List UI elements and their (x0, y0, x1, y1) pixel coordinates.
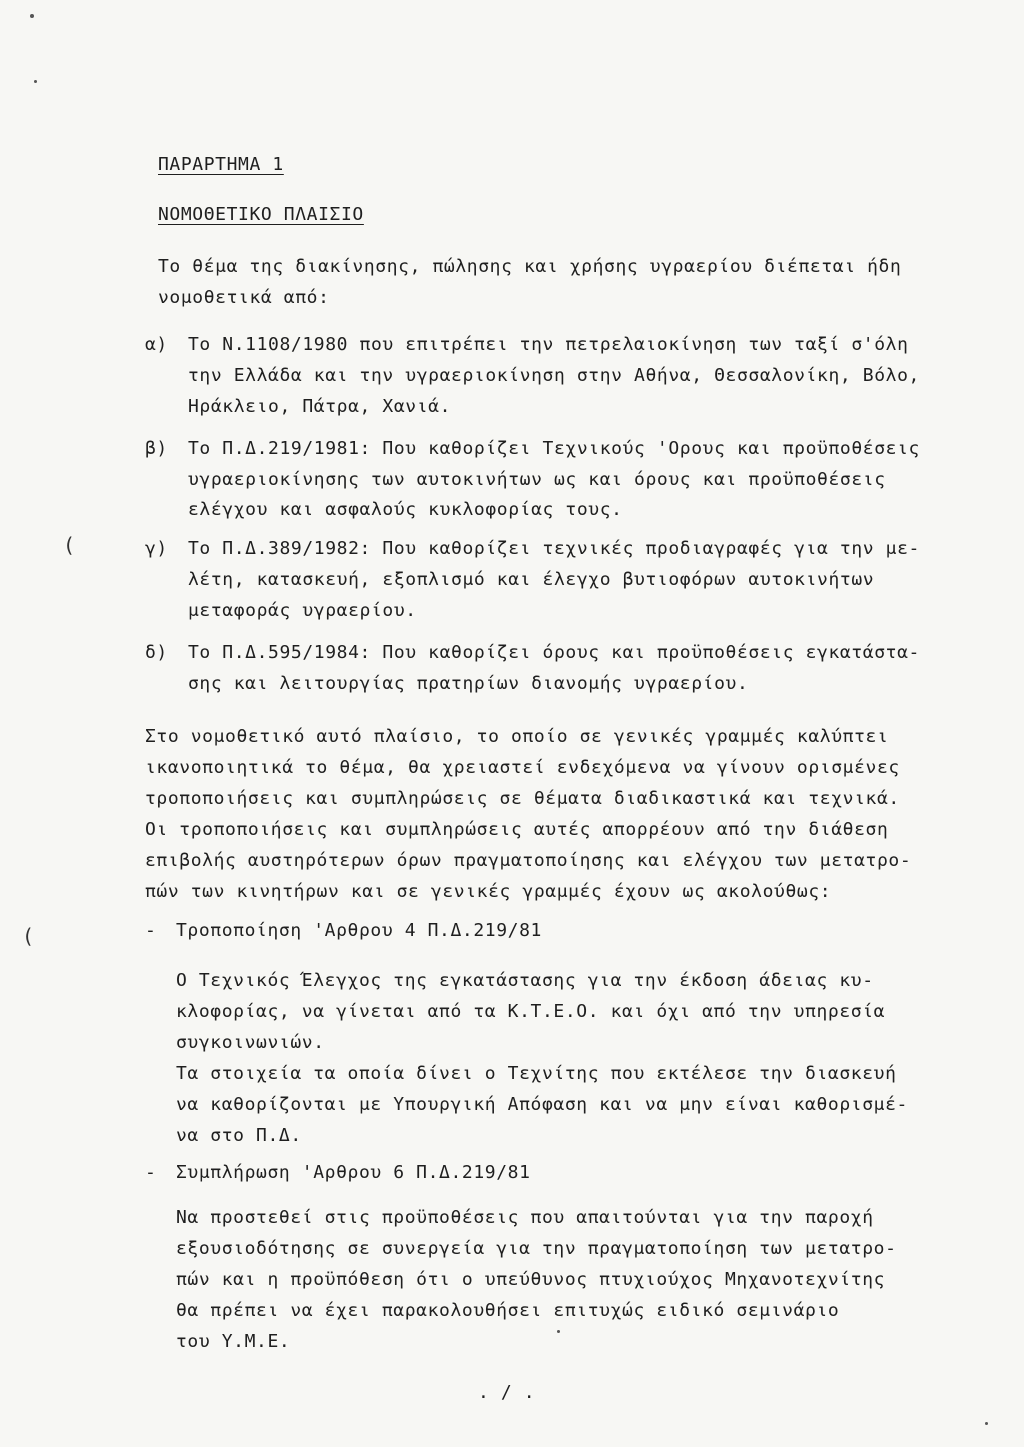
law-marker: β) (145, 438, 168, 459)
body-line: ικανοποιητικά το θέμα, θα χρειαστεί ενδεχόμενα να γίνουν ορισμένες (145, 757, 900, 778)
scan-speck (34, 80, 37, 83)
amendment-line: θα πρέπει να έχει παρακολουθήσει επιτυχώς ειδικό σεμινάριο (176, 1300, 840, 1321)
law-line: την Ελλάδα και την υγραεριοκίνηση στην Αθήνα, Θεσσαλονίκη, Βόλο, (188, 365, 920, 386)
law-line: Ηράκλειο, Πάτρα, Χανιά. (188, 396, 452, 417)
amendment-line: κλοφορίας, να γίνεται από τα Κ.Τ.Ε.Ο. και όχι από την υπηρεσία (176, 1001, 886, 1022)
law-marker: δ) (145, 642, 168, 663)
continuation-mark: . / . (478, 1382, 536, 1403)
law-line: ελέγχου και ασφαλούς κυκλοφορίας τους. (188, 499, 623, 520)
section-heading: ΝΟΜΟΘΕΤΙΚΟ ΠΛΑΙΣΙΟ (158, 204, 364, 225)
law-line: λέτη, κατασκευή, εξοπλισμό και έλεγχο βυτιοφόρων αυτοκινήτων (188, 569, 875, 590)
amendment-line: Να προστεθεί στις προϋποθέσεις που απαιτούνται για την παροχή (176, 1207, 874, 1228)
body-line: τροποποιήσεις και συμπληρώσεις σε θέματα διαδικαστικά και τεχνικά. (145, 788, 900, 809)
law-marker: α) (145, 334, 168, 355)
amendment-line: να καθορίζονται με Υπουργική Απόφαση και να μην είναι καθορισμέ- (176, 1094, 908, 1115)
margin-mark: ( (22, 924, 35, 948)
margin-mark: ( (63, 533, 76, 557)
law-line: υγραεριοκίνησης των αυτοκινήτων ως και όρους και προϋποθέσεις (188, 469, 886, 490)
law-marker: γ) (145, 538, 168, 559)
law-line: Το Π.Δ.219/1981: Που καθορίζει Τεχνικούς 'Ορους και προϋποθέσεις (188, 438, 920, 459)
scan-speck (30, 14, 34, 18)
law-line: σης και λειτουργίας πρατηρίων διανομής υγραερίου. (188, 673, 749, 694)
intro-line: Το θέμα της διακίνησης, πώλησης και χρήσης υγραερίου διέπεται ήδη (158, 256, 902, 277)
intro-line: νομοθετικά από: (158, 287, 330, 308)
annex-heading: ΠΑΡΑΡΤΗΜΑ 1 (158, 154, 284, 175)
law-line: Το Π.Δ.595/1984: Που καθορίζει όρους και προϋποθέσεις εγκατάστα- (188, 642, 920, 663)
amendment-line: του Υ.Μ.Ε. (176, 1331, 291, 1352)
body-line: επιβολής αυστηρότερων όρων πραγματοποίησης και ελέγχου των μετατρο- (145, 850, 912, 871)
amendment-bullet: - (145, 1162, 157, 1183)
amendment-line: να στο Π.Δ. (176, 1125, 302, 1146)
amendment-line: Τα στοιχεία τα οποία δίνει ο Τεχνίτης που εκτέλεσε την διασκευή (176, 1063, 897, 1084)
body-line: πών των κινητήρων και σε γενικές γραμμές έχουν ως ακολούθως: (145, 881, 832, 902)
amendment-title: Συμπλήρωση 'Αρθρου 6 Π.Δ.219/81 (176, 1162, 531, 1183)
amendment-bullet: - (145, 920, 157, 941)
amendment-line: εξουσιοδότησης σε συνεργεία για την πραγματοποίηση των μετατρο- (176, 1238, 897, 1259)
amendment-title: Τροποποίηση 'Αρθρου 4 Π.Δ.219/81 (176, 920, 542, 941)
amendment-line: πών και η προϋπόθεση ότι ο υπεύθυνος πτυχιούχος Μηχανοτεχνίτης (176, 1269, 886, 1290)
amendment-line: Ο Τεχνικός Έλεγχος της εγκατάστασης για την έκδοση άδειας κυ- (176, 970, 874, 991)
law-line: μεταφοράς υγραερίου. (188, 600, 417, 621)
amendment-line: συγκοινωνιών. (176, 1032, 325, 1053)
law-line: Το Π.Δ.389/1982: Που καθορίζει τεχνικές προδιαγραφές για την με- (188, 538, 920, 559)
law-line: Το Ν.1108/1980 που επιτρέπει την πετρελαιοκίνηση των ταξί σ'όλη (188, 334, 909, 355)
scan-speck (985, 1422, 988, 1425)
body-line: Στο νομοθετικό αυτό πλαίσιο, το οποίο σε γενικές γραμμές καλύπτει (145, 726, 889, 747)
scan-speck (557, 1330, 560, 1333)
body-line: Οι τροποποιήσεις και συμπληρώσεις αυτές απορρέουν από την διάθεση (145, 819, 889, 840)
